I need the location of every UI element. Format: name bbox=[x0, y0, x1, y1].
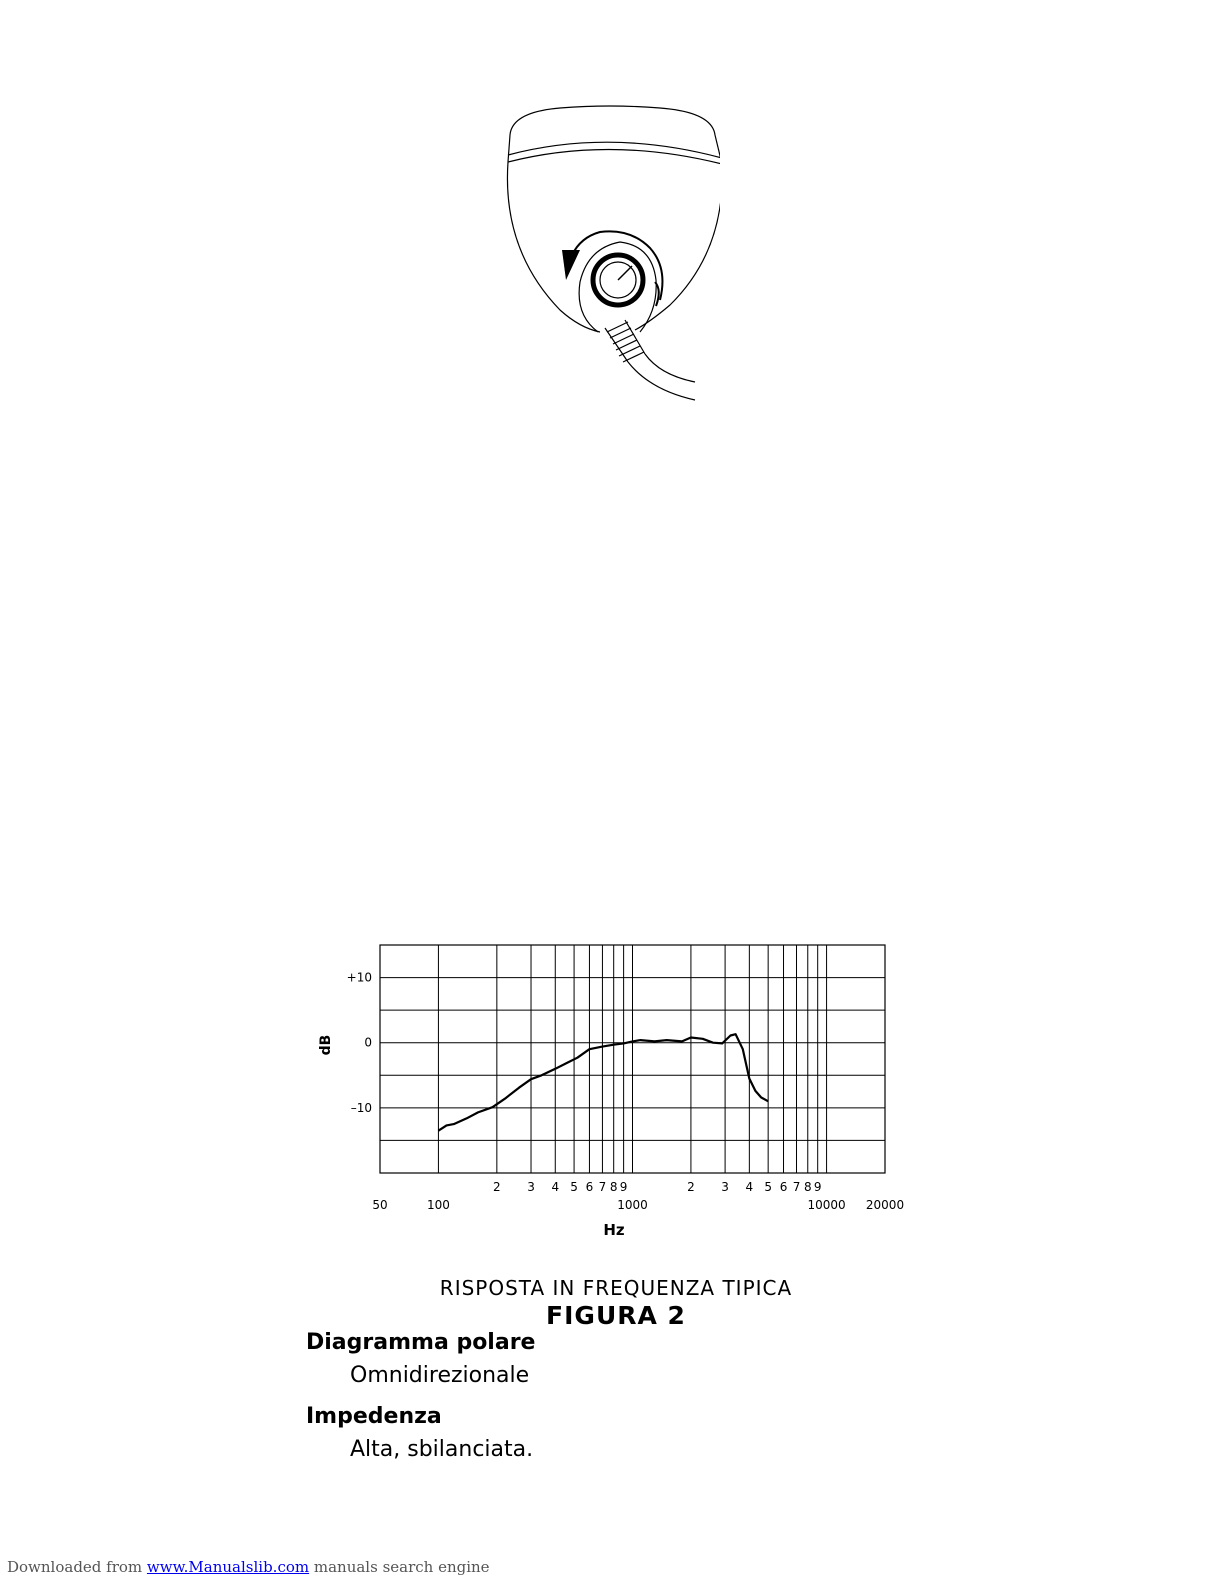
chart-xtick-minor-label: 3 bbox=[721, 1180, 729, 1194]
spec-title-impedance: Impedenza bbox=[306, 1404, 442, 1429]
chart-xtick-major-label: 10000 bbox=[807, 1198, 846, 1212]
chart-xtick-minor-label: 6 bbox=[585, 1180, 594, 1194]
footer bbox=[7, 1558, 490, 1576]
chart-xtick-major-label: 1000 bbox=[617, 1198, 648, 1212]
chart-xtick-major-label: 20000 bbox=[865, 1198, 905, 1212]
footer-prefix: Downloaded from bbox=[7, 1558, 147, 1576]
chart-xtick-minor-label: 9 bbox=[619, 1180, 628, 1194]
chart-xtick-minor-label: 8 bbox=[609, 1180, 618, 1194]
spec-value-polar-pattern: Omnidirezionale bbox=[350, 1363, 530, 1388]
chart-caption: RISPOSTA IN FREQUENZA TIPICA bbox=[439, 1276, 793, 1300]
figure-label: FIGURA 2 bbox=[546, 1301, 686, 1330]
chart-xtick-minor-label: 9 bbox=[813, 1180, 822, 1194]
spec-value-impedance: Alta, sbilanciata. bbox=[350, 1437, 534, 1462]
chart-ticks bbox=[347, 971, 904, 1212]
chart-xtick-minor-label: 3 bbox=[527, 1180, 535, 1194]
chart-grid bbox=[380, 945, 885, 1173]
chart-xtick-major-label: 100 bbox=[426, 1198, 450, 1212]
chart-xtick-minor-label: 4 bbox=[745, 1180, 754, 1194]
chart-xtick-minor-label: 2 bbox=[493, 1180, 501, 1194]
chart-xtick-minor-label: 7 bbox=[598, 1180, 607, 1194]
chart-ytick-label: 0 bbox=[364, 1035, 372, 1050]
chart-ylabel: dB bbox=[318, 1034, 334, 1056]
frequency-response-chart bbox=[300, 935, 940, 1255]
spec-title-polar-pattern: Diagramma polare bbox=[306, 1330, 536, 1355]
microphone-head-knob-icon bbox=[500, 100, 720, 410]
chart-ytick-label: –10 bbox=[350, 1100, 372, 1115]
chart-xtick-minor-label: 2 bbox=[687, 1180, 695, 1194]
chart-xtick-minor-label: 7 bbox=[792, 1180, 801, 1194]
chart-xtick-minor-label: 8 bbox=[803, 1180, 812, 1194]
chart-xtick-minor-label: 5 bbox=[570, 1180, 578, 1194]
footer-link[interactable]: www.Manualslib.com bbox=[146, 1558, 310, 1576]
chart-series bbox=[438, 1034, 768, 1131]
footer-suffix: manuals search engine bbox=[309, 1558, 490, 1576]
chart-xtick-minor-label: 4 bbox=[551, 1180, 560, 1194]
chart-xtick-major-label: 50 bbox=[372, 1198, 388, 1212]
chart-xtick-minor-label: 6 bbox=[779, 1180, 788, 1194]
chart-xtick-minor-label: 5 bbox=[764, 1180, 772, 1194]
chart-xlabel: Hz bbox=[603, 1221, 625, 1239]
chart-ytick-label: +10 bbox=[346, 970, 372, 985]
chart-series-line-response bbox=[438, 1034, 768, 1131]
